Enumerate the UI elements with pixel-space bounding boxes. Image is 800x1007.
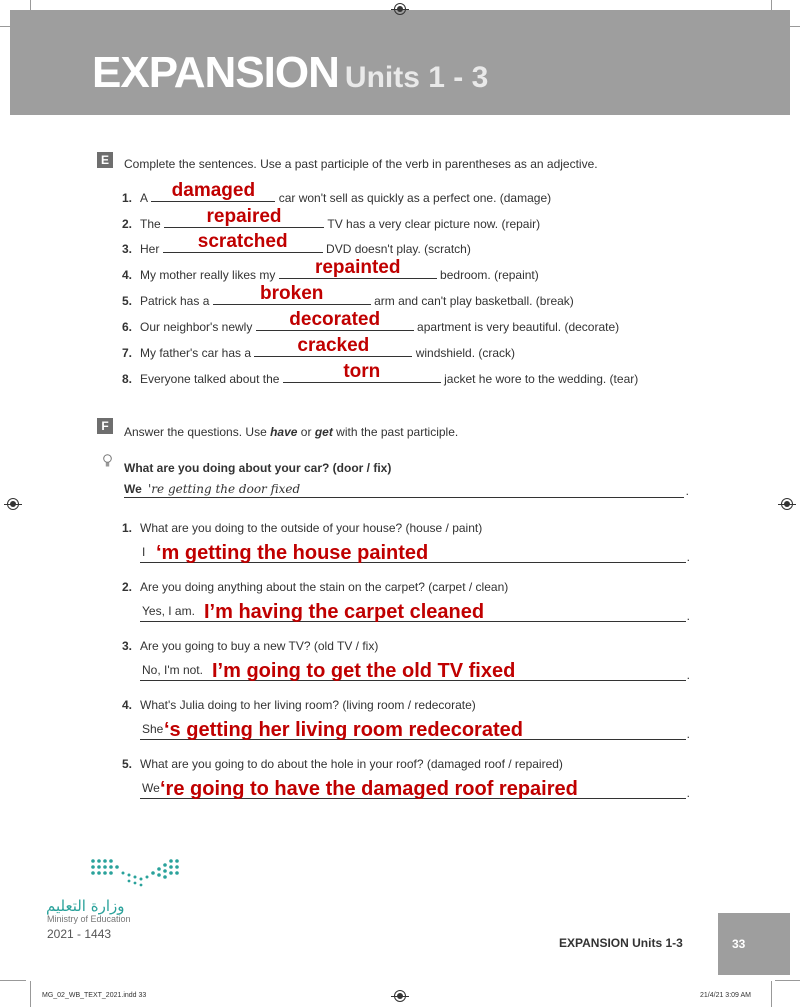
filled-answer: ‘s getting her living room redecorated — [164, 719, 523, 741]
section-f-instruction: Answer the questions. Use have or get with the past participle. — [124, 425, 459, 439]
ministry-name: Ministry of Education — [47, 914, 131, 924]
crop-mark — [775, 980, 800, 981]
filled-answer: broken — [260, 283, 324, 304]
question-2: 2. Are you doing anything about the stain on the carpet? (carpet / clean) — [122, 580, 509, 594]
answer-line-2[interactable]: Yes, I am. I’m having the carpet cleaned . — [142, 601, 690, 623]
crop-mark — [0, 980, 26, 981]
crop-mark — [30, 981, 31, 1007]
filled-answer: torn — [343, 361, 381, 382]
filled-answer: ‘re going to have the damaged roof repaired — [160, 778, 578, 800]
title-sub: Units 1 - 3 — [344, 61, 489, 94]
ministry-name-arabic: وزارة التعليم — [46, 897, 125, 915]
registration-mark-icon — [394, 990, 406, 1002]
section-f-badge: F — [97, 418, 113, 434]
footer-title: EXPANSION Units 1-3 — [559, 936, 683, 950]
answer-blank[interactable] — [213, 283, 371, 305]
year-label: 2021 - 1443 — [47, 927, 112, 941]
registration-mark-icon — [7, 498, 19, 510]
page-number-box — [718, 913, 790, 975]
ministry-logo-icon — [90, 857, 180, 889]
answer-line-3[interactable]: No, I'm not. I’m going to get the old TV fixed . — [142, 660, 690, 682]
section-e-badge: E — [97, 152, 113, 168]
question-3: 3. Are you going to buy a new TV? (old TV / fix) — [122, 639, 379, 653]
filled-answer: I’m going to get the old TV fixed — [212, 660, 516, 682]
example-question: What are you doing about your car? (door / fix) — [124, 461, 392, 475]
answer-blank[interactable] — [163, 231, 323, 253]
answer-blank[interactable] — [256, 309, 414, 331]
slug-file: MG_02_WB_TEXT_2021.indd 33 — [42, 992, 147, 999]
question-5: 5. What are you going to do about the hole in your roof? (damaged roof / repaired) — [122, 757, 563, 771]
sentence-row: 4. My mother really likes my repainted bedroom. (repaint) — [122, 257, 539, 282]
filled-answer: repainted — [314, 257, 401, 278]
answer-blank[interactable] — [279, 257, 437, 279]
answer-blank[interactable] — [254, 335, 412, 357]
filled-answer: scratched — [197, 231, 288, 252]
title-main: EXPANSION — [92, 48, 339, 97]
sentence-row: 7. My father's car has a cracked windshield. (crack) — [122, 335, 516, 360]
sentence-row: 3. Her scratched DVD doesn't play. (scratch) — [122, 231, 471, 256]
sentence-row: 6. Our neighbor's newly decorated apartment is very beautiful. (decorate) — [122, 309, 620, 334]
filled-answer: decorated — [289, 309, 381, 330]
sentence-row: 1. A damaged car won't sell as quickly as a perfect one. (damage) — [122, 180, 552, 205]
answer-line-5[interactable]: We ‘re going to have the damaged roof repaired . — [142, 778, 690, 800]
page-number: 33 — [732, 937, 746, 951]
sentence-row: 8. Everyone talked about the torn jacket he wore to the wedding. (tear) — [122, 361, 639, 386]
filled-answer: cracked — [297, 335, 370, 356]
filled-answer: repaired — [206, 206, 282, 227]
filled-answer: damaged — [171, 180, 256, 201]
example-answer-line: We 're getting the door fixed . — [124, 482, 689, 498]
sentence-row: 5. Patrick has a broken arm and can't play basketball. (break) — [122, 283, 574, 308]
filled-answer: I’m having the carpet cleaned — [204, 601, 485, 623]
registration-mark-icon — [781, 498, 793, 510]
page-title — [92, 48, 488, 98]
lightbulb-icon — [103, 454, 112, 468]
registration-mark-icon — [394, 3, 406, 15]
answer-blank[interactable] — [283, 361, 441, 383]
question-4: 4. What's Julia doing to her living room? (living room / redecorate) — [122, 698, 476, 712]
question-1: 1. What are you doing to the outside of your house? (house / paint) — [122, 521, 483, 535]
slug-date: 21/4/21 3:09 AM — [700, 992, 751, 999]
sentence-row: 2. The repaired TV has a very clear picture now. (repair) — [122, 206, 541, 231]
filled-answer: ‘m getting the house painted — [156, 542, 429, 564]
example-answer: 're getting the door fixed — [148, 482, 301, 496]
section-e-instruction: Complete the sentences. Use a past participle of the verb in parentheses as an adjective. — [124, 157, 598, 171]
answer-line-1[interactable]: I ‘m getting the house painted . — [142, 542, 690, 564]
answer-blank[interactable] — [164, 206, 324, 228]
answer-line-4[interactable]: She ‘s getting her living room redecorated . — [142, 719, 690, 741]
crop-mark — [771, 981, 772, 1007]
answer-blank[interactable] — [151, 180, 275, 202]
